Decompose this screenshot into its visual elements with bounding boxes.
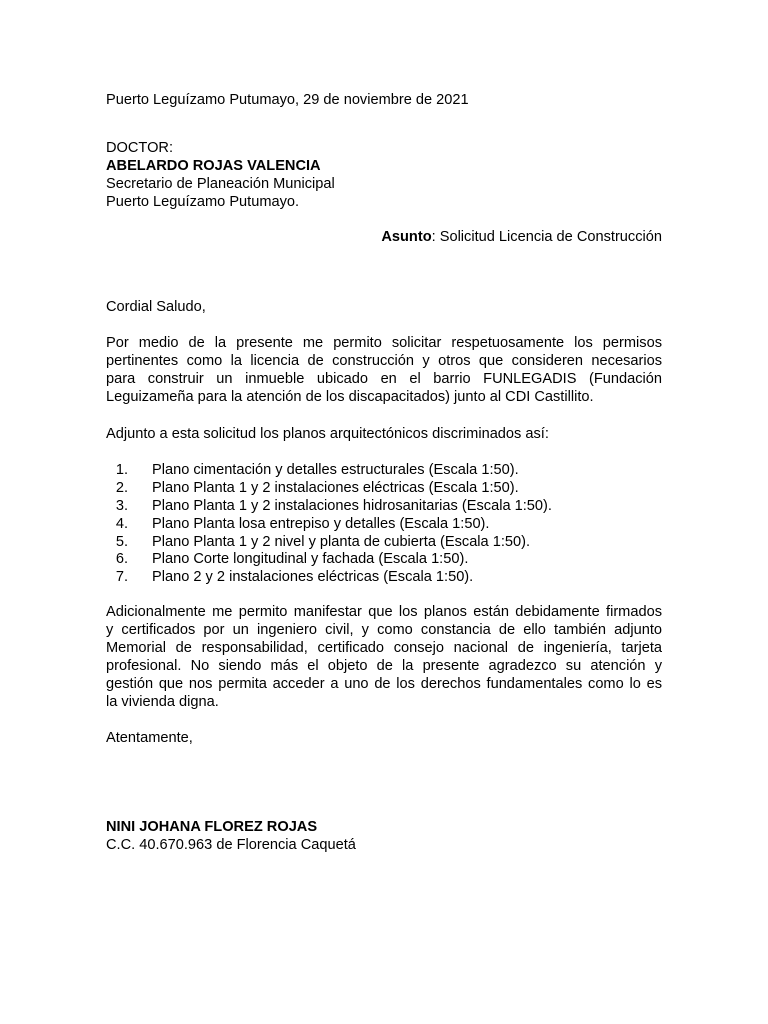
greeting-text: Cordial Saludo, (106, 299, 206, 315)
list-item-text: Plano 2 y 2 instalaciones eléctricas (Escala 1:50). (152, 569, 474, 586)
paragraph-attachments (106, 425, 662, 443)
signature-block (106, 818, 662, 854)
list-item (106, 461, 552, 479)
recipient-location: Puerto Leguízamo Putumayo. (106, 194, 300, 210)
subject-text: : Solicitud Licencia de Construcción (431, 229, 662, 245)
closing-text: Atentamente, (106, 730, 193, 746)
list-item (106, 515, 552, 533)
list-item-number: 3. (115, 497, 128, 514)
recipient-position: Secretario de Planeación Municipal (106, 176, 335, 192)
subject-label: Asunto (381, 229, 432, 245)
greeting (106, 298, 662, 316)
list-item-number: 1. (115, 462, 128, 478)
closing (106, 729, 662, 747)
list-item (106, 550, 552, 568)
recipient-name: ABELARDO ROJAS VALENCIA (106, 158, 321, 174)
list-item-number: 5. (115, 533, 128, 550)
list-item-number: 6. (115, 551, 128, 568)
paragraph-additional-line: y certificados por un ingeniero civil, y como constancia de ello también adjunto (106, 622, 662, 638)
list-item-text: Plano Planta 1 y 2 instalaciones hidrosanitarias (Escala 1:50). (152, 497, 552, 514)
recipient-title: DOCTOR: (106, 140, 174, 156)
list-item (106, 568, 552, 586)
list-item-text: Plano Corte longitudinal y fachada (Escala 1:50). (152, 551, 469, 568)
paragraph-request-line: pertinentes como la licencia de construcción y otros que consideren necesarios (106, 353, 662, 369)
signer-name: NINI JOHANA FLOREZ ROJAS (106, 819, 318, 835)
paragraph-request-line: Leguizameña para la atención de los discapacitados) junto al CDI Castillito. (106, 389, 594, 405)
list-item-text: Plano Planta 1 y 2 instalaciones eléctricas (Escala 1:50). (152, 479, 519, 496)
paragraph-additional-line: Memorial de responsabilidad, certificado consejo nacional de ingeniería, tarjeta (106, 640, 662, 656)
paragraph-additional-line: la vivienda digna. (106, 694, 219, 710)
plans-list (106, 461, 552, 586)
place-date-text: Puerto Leguízamo Putumayo, 29 de noviembre de 2021 (106, 92, 469, 108)
place-date (106, 91, 662, 109)
paragraph-additional (106, 603, 662, 711)
list-item-number: 4. (115, 515, 128, 532)
list-item-number: 7. (115, 569, 128, 586)
paragraph-additional-line: gestión que nos permita acceder a uno de los derechos fundamentales como lo es (106, 676, 662, 692)
paragraph-attachments-text: Adjunto a esta solicitud los planos arquitectónicos discriminados así: (106, 426, 549, 442)
list-item (106, 533, 552, 551)
subject-line (381, 228, 662, 246)
paragraph-additional-line: profesional. No siendo más el objeto de la presente agradezco su atención y (106, 658, 662, 674)
paragraph-additional-line: Adicionalmente me permito manifestar que los planos están debidamente firmados (106, 604, 662, 620)
paragraph-request-line: Por medio de la presente me permito solicitar respetuosamente los permisos (106, 335, 662, 351)
list-item-text: Plano Planta losa entrepiso y detalles (Escala 1:50). (152, 515, 490, 532)
paragraph-request (106, 334, 662, 406)
signer-id: C.C. 40.670.963 de Florencia Caquetá (106, 837, 356, 853)
list-item-number: 2. (115, 479, 128, 496)
list-item (106, 497, 552, 515)
recipient-block (106, 139, 662, 211)
paragraph-request-line: para construir un inmueble ubicado en el barrio FUNLEGADIS (Fundación (106, 371, 662, 387)
list-item (106, 479, 552, 497)
list-item-text: Plano cimentación y detalles estructurales (Escala 1:50). (152, 462, 519, 478)
list-item-text: Plano Planta 1 y 2 nivel y planta de cubierta (Escala 1:50). (152, 533, 531, 550)
